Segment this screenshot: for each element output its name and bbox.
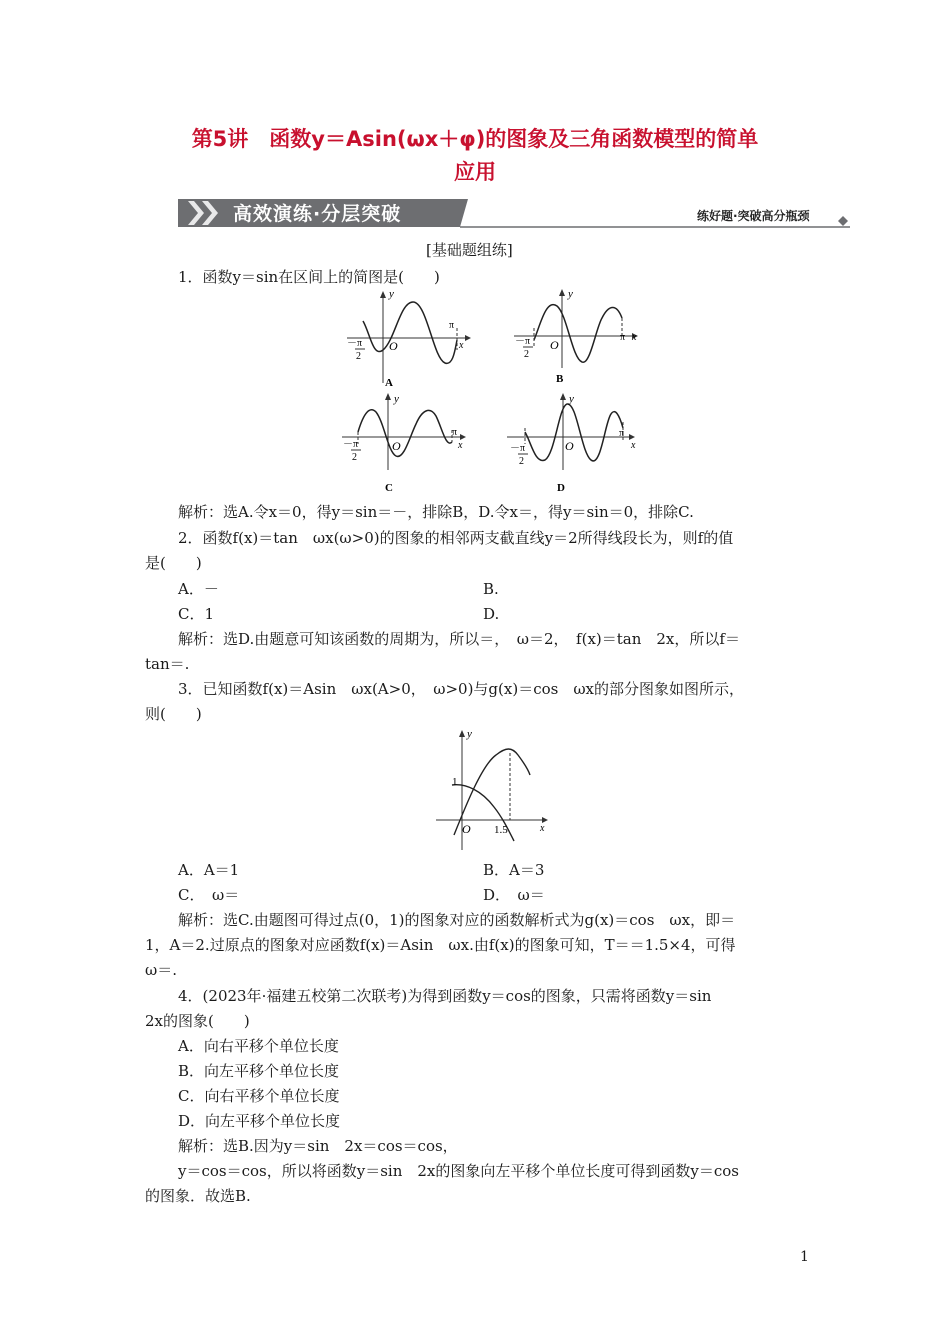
pi-label: π: [449, 320, 455, 331]
svg-text:O: O: [565, 439, 574, 453]
q3-solution-cont: 1，A＝2.过原点的图象对应函数f(x)＝Asin ωx.由f(x)的图象可知，T＝＝1.5×4，可得: [145, 936, 736, 954]
svg-text:O: O: [462, 822, 471, 836]
neg-pi-top: －π: [347, 338, 363, 349]
svg-text:y: y: [467, 728, 472, 740]
q2-solution: 解析：选D.由题意可知该函数的周期为，所以＝， ω＝2， f(x)＝tan 2x，所以f＝: [178, 630, 740, 648]
q2-stem-cont: 是( ): [145, 554, 202, 572]
svg-text:x: x: [632, 332, 637, 343]
q4-option-a: A．向右平移个单位长度: [178, 1037, 339, 1055]
q2-option-d: D.: [483, 605, 500, 623]
section-heading: [基础题组练]: [426, 241, 513, 259]
q4-solution-cont: y＝cos＝cos，所以将函数y＝sin 2x的图象向左平移个单位长度可得到函数y＝cos: [178, 1162, 739, 1180]
page-title-continued: 应用: [454, 160, 496, 184]
q4-stem-cont: 2x的图象( ): [145, 1012, 250, 1030]
svg-text:x: x: [540, 823, 545, 834]
svg-text:2: 2: [519, 456, 524, 467]
q1-stem: 1．函数y＝sin在区间上的简图是( ): [178, 268, 440, 286]
q4-option-b: B．向左平移个单位长度: [178, 1062, 340, 1080]
svg-text:2: 2: [352, 452, 357, 463]
svg-text:x: x: [631, 440, 636, 451]
svg-text:2: 2: [524, 349, 529, 360]
q3-option-b: B．A＝3: [483, 861, 545, 879]
svg-text:y: y: [568, 288, 573, 300]
q3-option-d: D． ω＝: [483, 886, 545, 904]
figure-label: D: [557, 482, 565, 494]
q1-figure-b: [512, 288, 642, 393]
q2-option-c: C．1: [178, 605, 215, 623]
svg-text:－π: －π: [343, 439, 359, 450]
svg-text:－π: －π: [515, 336, 531, 347]
q3-figure: [432, 725, 557, 855]
page-number: 1: [800, 1249, 809, 1265]
q3-solution-end: ω＝.: [145, 961, 177, 979]
svg-text:π: π: [620, 332, 626, 343]
banner-tagline: 练好题·突破高分瓶颈: [697, 209, 810, 223]
q1-figure-a: [345, 288, 475, 393]
svg-text:y: y: [394, 393, 399, 405]
q2-option-a: A．－: [178, 580, 219, 598]
banner-label: 高效演练·分层突破: [233, 203, 402, 225]
q1-solution: 解析：选A.令x＝0，得y＝sin＝－，排除B，D.令x＝，得y＝sin＝0，排除C.: [178, 503, 694, 521]
svg-text:O: O: [550, 338, 559, 352]
q4-option-d: D．向左平移个单位长度: [178, 1112, 341, 1130]
neg-pi-bottom: 2: [356, 351, 361, 362]
svg-text:y: y: [569, 393, 574, 405]
q1-figure-c: [340, 392, 470, 494]
svg-text:x: x: [458, 440, 463, 451]
q4-solution-end: 的图象．故选B.: [145, 1187, 251, 1205]
q3-option-c: C． ω＝: [178, 886, 240, 904]
svg-text:1: 1: [452, 776, 458, 788]
q4-solution: 解析：选B.因为y＝sin 2x＝cos＝cos，: [178, 1137, 458, 1155]
origin-label: O: [389, 339, 398, 353]
q3-stem-cont: 则( ): [145, 705, 202, 723]
figure-label: C: [385, 482, 393, 494]
axis-x-label: x: [459, 340, 464, 351]
figure-label: B: [556, 373, 564, 385]
q2-stem: 2．函数f(x)＝tan ωx(ω>0)的图象的相邻两支截直线y＝2所得线段长为，则f的值: [178, 529, 734, 547]
page-title: 第5讲 函数y＝Asin(ωx＋φ)的图象及三角函数模型的简单: [191, 127, 759, 151]
axis-y-label: y: [389, 288, 394, 300]
q2-option-b: B.: [483, 580, 499, 598]
q4-stem: 4．(2023年·福建五校第二次联考)为得到函数y＝cos的图象，只需将函数y＝sin: [178, 987, 712, 1005]
q1-figure-d: [505, 392, 640, 494]
svg-text:－π: －π: [510, 443, 526, 454]
q2-solution-cont: tan＝.: [145, 655, 190, 673]
svg-text:O: O: [392, 439, 401, 453]
q4-option-c: C．向右平移个单位长度: [178, 1087, 340, 1105]
svg-text:π: π: [619, 428, 625, 439]
svg-text:1.5: 1.5: [494, 824, 508, 836]
q3-stem: 3．已知函数f(x)＝Asin ωx(A>0， ω>0)与g(x)＝cos ωx的部分图象如图所示，: [178, 680, 745, 698]
svg-text:π: π: [452, 427, 458, 438]
q3-option-a: A．A＝1: [178, 861, 240, 879]
figure-label: A: [385, 377, 393, 389]
q3-solution: 解析：选C.由题图可得过点(0，1)的图象对应的函数解析式为g(x)＝cos ωx，即＝: [178, 911, 736, 929]
